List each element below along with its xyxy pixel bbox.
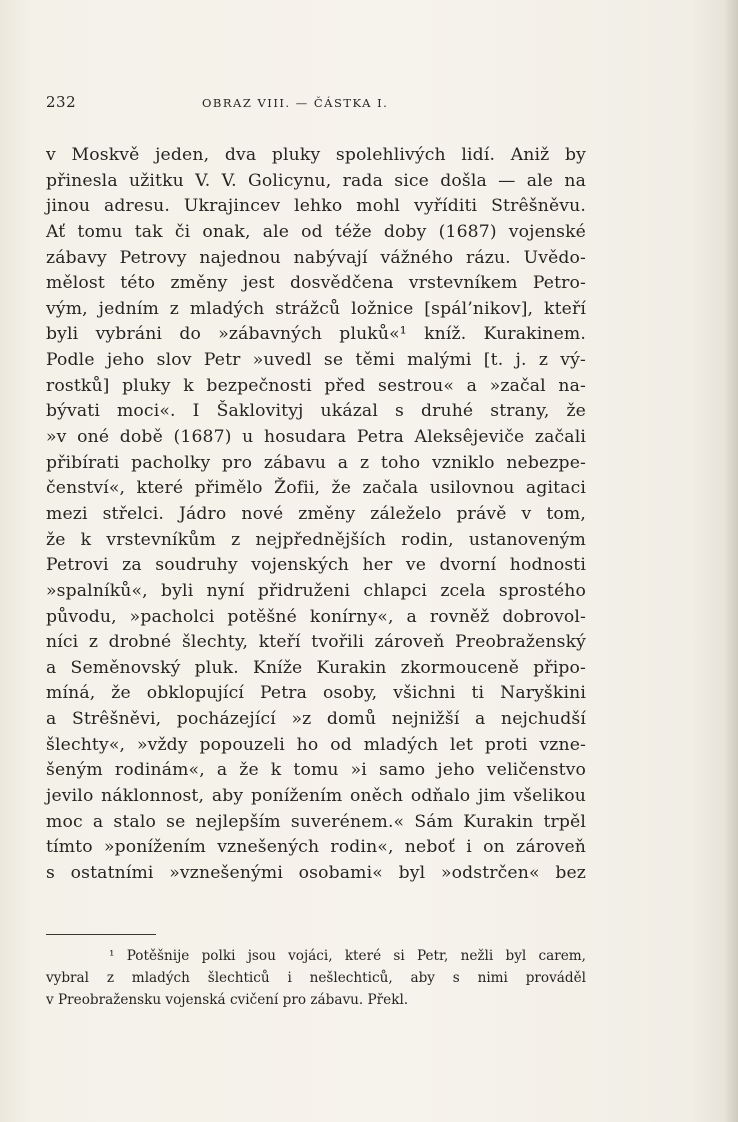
text-line: moc a stalo se nejlepším suverénem.« Sám Kurakin trpěl <box>46 811 586 832</box>
text-line: zábavy Petrovy najednou nabývají vážného rázu. Uvědo- <box>46 247 586 268</box>
text-line: a Strêšněvi, pocházející »z domů nejnižší a nejchudší <box>46 709 586 730</box>
page-header <box>46 93 606 115</box>
text-line: bývati moci«. I Šaklovityj ukázal s druhé strany, že <box>46 401 586 422</box>
footnote-line: v Preobražensku vojenská cvičení pro zábavu. Překl. <box>46 992 409 1008</box>
page-number: 232 <box>46 93 77 111</box>
text-line: že k vrstevníkům z nejpřednějších rodin, ustanoveným <box>46 529 586 550</box>
text-line: a Seměnovský pluk. Kníže Kurakin zkormouceně připo- <box>46 657 586 678</box>
text-line: Podle jeho slov Petr »uvedl se těmi malými [t. j. z vý- <box>46 350 586 371</box>
text-line: byli vybráni do »zábavných pluků«¹ kníž. Kurakinem. <box>46 324 586 345</box>
text-line: míná, že obklopující Petra osoby, všichni ti Naryškini <box>46 683 586 704</box>
text-line: tímto »ponížením vznešených rodin«, neboť i on zároveň <box>46 837 586 858</box>
text-line: »spalníků«, byli nyní přidruženi chlapci zcela sprostého <box>46 580 586 601</box>
page-edge-shadow <box>724 0 738 1122</box>
text-line: přibírati pacholky pro zábavu a z toho vzniklo nebezpe- <box>46 452 586 473</box>
body-text <box>46 143 586 887</box>
text-line: níci z drobné šlechty, kteří tvořili zároveň Preobraženský <box>46 632 586 653</box>
text-line: mělost této změny jest dosvědčena vrstevníkem Petro- <box>46 273 586 294</box>
text-line: Petrovi za soudruhy vojenských her ve dvorní hodnosti <box>46 555 586 576</box>
text-line: Ať tomu tak či onak, ale od téže doby (1687) vojenské <box>46 221 586 242</box>
text-line: šlechty«, »vždy popouzeli ho od mladých let proti vzne- <box>46 734 586 755</box>
text-line: »v oné době (1687) u hosudara Petra Aleksêjeviče začali <box>46 427 586 448</box>
text-line: v Moskvě jeden, dva pluky spolehlivých lidí. Aniž by <box>46 145 586 165</box>
text-line: jinou adresu. Ukrajincev lehko mohl vyříditi Strêšněvu. <box>46 196 586 217</box>
footnote-rule <box>46 934 156 935</box>
text-line: s ostatními »vznešenými osobami« byl »odstrčen« bez <box>46 862 586 883</box>
text-line: šeným rodinám«, a že k tomu »i samo jeho veličenstvo <box>46 760 586 781</box>
text-line: rostků] pluky k bezpečnosti před sestrou« a »začal na- <box>46 375 586 396</box>
footnote-line: ¹ Potěšnije polki jsou vojáci, které si Petr, nežli byl carem, <box>109 948 586 964</box>
text-line: čenství«, které přimělo Žofii, že začala usilovnou agitaci <box>46 478 586 499</box>
text-line: přinesla užitku V. V. Golicynu, rada sice došla — ale na <box>46 170 586 191</box>
footnotes <box>46 945 586 1011</box>
text-line: původu, »pacholci potěšné konírny«, a rovněž dobrovol- <box>46 606 586 627</box>
text-line: mezi střelci. Jádro nové změny záleželo právě v tom, <box>46 503 586 524</box>
running-head: OBRAZ VIII. — ČÁSTKA I. <box>202 96 389 110</box>
text-line: jevilo náklonnost, aby ponížením oněch odňalo jim všelikou <box>46 786 586 807</box>
footnote-line: vybral z mladých šlechticů i nešlechticů, aby s nimi prováděl <box>46 970 586 986</box>
text-line: vým, jedním z mladých strážců ložnice [spál’nikov], kteří <box>46 298 586 319</box>
